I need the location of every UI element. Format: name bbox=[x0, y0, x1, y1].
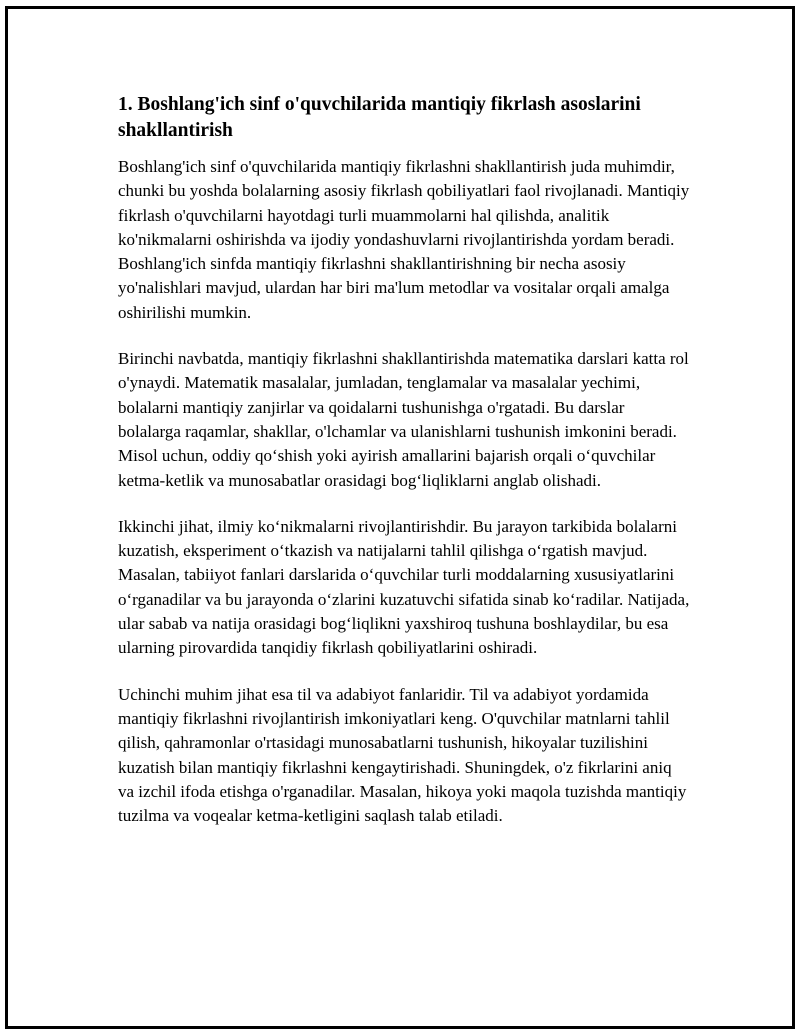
paragraph-3: Ikkinchi jihat, ilmiy ko‘nikmalarni rivojlantirishdir. Bu jarayon tarkibida bolalarni kuzatish, eksperiment o‘tkazish va natijalarni tahlil qilishga o‘rgatish mavjud. Masalan, tabiiyot fanlari darslarida o‘quvchilar turli moddalarning xususiyatlarini o‘rganadilar va bu jarayonda o‘zlarini kuzatuvchi sifatida sinab ko‘radilar. Natijada, ular sabab va natija orasidagi bog‘liqlikni yaxshiroq tushuna boshlaydilar, bu esa ularning pirovardida tanqidiy fikrlash qobiliyatlarini oshiradi. bbox=[118, 516, 690, 658]
paragraph-2: Birinchi navbatda, mantiqiy fikrlashni shakllantirishda matematika darslari katta rol o'ynaydi. Matematik masalalar, jumladan, tenglamalar va masalalar yechimi, bolalarni mantiqiy zanjirlar va qoidalarni tushunishga o'rgatadi. Bu darslar bolalarga raqamlar, shakllar, o'lchamlar va ulanishlarni tushunish imkonini beradi. Misol uchun, oddiy qo‘shish yoki ayirish amallarini bajarish orqali o‘quvchilar ketma-ketlik va munosabatlar orasidagi bog‘liqliklarni anglab olishadi. bbox=[118, 349, 689, 490]
document-body bbox=[118, 92, 690, 850]
paragraph-1: Boshlang'ich sinf o'quvchilarida mantiqiy fikrlashni shakllantirish juda muhimdir, chunki bu yoshda bolalarning asosiy fikrlash qobiliyatlari faol rivojlanadi. Mantiqiy fikrlash o'quvchilarni hayotdagi turli muammolarni hal qilishda, analitik ko'nikmalarni oshirishda va ijodiy yondashuvlarni rivojlantirishda yordam beradi. Boshlang'ich sinfda mantiqiy fikrlashni shakllantirishning bir necha asosiy yo'nalishlari mavjud, ulardan har biri ma'lum metodlar va vositalar orqali amalga oshirilishi mumkin. bbox=[118, 157, 690, 322]
section-title: 1. Boshlang'ich sinf o'quvchilarida mantiqiy fikrlash asoslarini shakllantirish bbox=[118, 94, 641, 141]
paragraph-4: Uchinchi muhim jihat esa til va adabiyot fanlaridir. Til va adabiyot yordamida mantiqiy fikrlashni rivojlantirish imkoniyatlari keng. O'quvchilar matnlarni tahlil qilish, qahramonlar o'rtasidagi munosabatlarni tushunish, hikoyalar tuzilishini kuzatish bilan mantiqiy fikrlashni kengaytirishadi. Shuningdek, o'z fikrlarini aniq va izchil ifoda etishga o'rganadilar. Masalan, hikoya yoki maqola tuzishda mantiqiy tuzilma va voqealar ketma-ketligini saqlash talab etiladi. bbox=[118, 684, 687, 826]
